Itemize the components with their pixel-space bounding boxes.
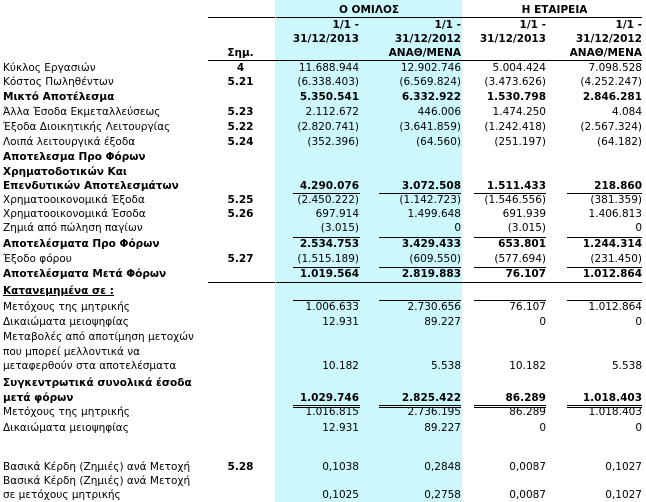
value-group-2012: 3.072.508: [401, 180, 461, 192]
group-2013-period-line2: 31/12/2013: [292, 33, 359, 45]
value-company-2012: 0,1027: [605, 461, 642, 473]
value-group-2013: 697.914: [315, 208, 359, 220]
row-label: Χρηματοδοτικών Και: [3, 166, 127, 178]
group-2012-period-line2: 31/12/2012: [394, 33, 461, 45]
value-company-2012: 1.012.864: [588, 301, 642, 313]
subtotal-rule: [474, 267, 546, 268]
value-group-2012: (64.560): [416, 136, 461, 148]
value-company-2012: (64.182): [597, 136, 642, 148]
row-label: Βασικά Κέρδη (Ζημιές) ανά Μετοχή: [3, 461, 191, 473]
row-label: Κύκλος Εργασιών: [3, 62, 96, 74]
company-2013-period-line1: 1/1 -: [519, 19, 546, 31]
value-company-2013: (1.242.418): [484, 121, 546, 133]
company-2012-period-line3: ΑΝΑΘ/ΜΕΝΑ: [569, 47, 642, 59]
net-result-rule: [208, 282, 275, 283]
subtotal-rule: [293, 193, 360, 194]
value-company-2013: 1.474.250: [492, 106, 546, 118]
value-group-2012: 2.825.422: [401, 392, 461, 404]
value-group-2013: 4.290.076: [299, 180, 359, 192]
subtotal-rule: [293, 237, 360, 238]
value-group-2013: (3.015): [320, 222, 359, 234]
row-label: σε μετόχους μητρικής: [3, 489, 121, 501]
value-group-2013: 1.016.815: [305, 406, 359, 418]
value-group-2013: (352.396): [307, 136, 359, 148]
row-label: Λοιπά λειτουργικά έξοδα: [3, 136, 136, 148]
value-company-2013: 0,0087: [509, 461, 546, 473]
value-group-2013: (2.450.222): [297, 194, 359, 206]
value-company-2013: 1.511.433: [486, 180, 546, 192]
row-label: που μπορεί μελλοντικά να: [3, 346, 140, 358]
subtotal-rule: [379, 405, 461, 406]
value-group-2012: 6.332.922: [401, 91, 461, 103]
row-note: 5.28: [227, 461, 254, 473]
row-label: Δικαιώματα μειοψηφίας: [3, 422, 129, 434]
row-label: Επενδυτικών Αποτελεσμάτων: [3, 180, 179, 192]
group-header: Ο ΟΜΙΛΟΣ: [338, 4, 400, 16]
value-group-2012: 2.730.656: [407, 301, 461, 313]
value-company-2012: 0: [635, 316, 642, 328]
value-company-2012: 0,1027: [605, 489, 642, 501]
row-label: Ζημιά από πώληση παγίων: [3, 222, 143, 234]
row-label: Άλλα Έσοδα Εκμεταλλεύσεως: [3, 106, 161, 118]
subtotal-rule: [379, 300, 461, 301]
row-label: Μικτό Αποτέλεσμα: [3, 91, 115, 103]
row-label: Δικαιώματα μειοψηφίας: [3, 316, 129, 328]
group-2012-period-line1: 1/1 -: [434, 19, 461, 31]
company-header: Η ΕΤΑΙΡΕΙΑ: [521, 4, 588, 16]
value-company-2012: 1.406.813: [588, 208, 642, 220]
value-company-2013: (3.473.626): [484, 76, 546, 88]
value-group-2013: 1.006.633: [305, 301, 359, 313]
value-company-2012: (4.252.247): [580, 76, 642, 88]
row-label: Μεταβολές από αποτίμηση μετοχών: [3, 331, 194, 343]
company-2013-period-line2: 31/12/2013: [479, 33, 546, 45]
row-note: 4: [236, 62, 245, 74]
row-note: 5.24: [227, 136, 254, 148]
company-2012-period-line2: 31/12/2012: [575, 33, 642, 45]
value-group-2013: (2.820.741): [297, 121, 359, 133]
value-group-2013: 1.029.746: [299, 392, 359, 404]
value-group-2012: 0,2758: [424, 489, 461, 501]
row-label: Χρηματοοικονομικά Έσοδα: [3, 208, 146, 220]
value-group-2013: 11.688.944: [298, 62, 359, 74]
value-group-2013: 5.350.541: [299, 91, 359, 103]
value-group-2012: (3.641.859): [399, 121, 461, 133]
value-group-2012: 0: [454, 222, 461, 234]
subtotal-rule: [474, 300, 546, 301]
value-group-2012: 3.429.433: [401, 238, 461, 250]
group-2012-period-line3: ΑΝΑΘ/ΜΕΝΑ: [388, 47, 461, 59]
value-company-2013: (1.546.556): [484, 194, 546, 206]
subtotal-rule: [567, 267, 642, 268]
row-label: Μετόχους της μητρικής: [3, 301, 130, 313]
subtotal-rule: [293, 300, 360, 301]
value-company-2012: 1.018.403: [582, 392, 642, 404]
subtotal-rule: [474, 237, 546, 238]
value-company-2013: 0: [539, 316, 546, 328]
row-label: Αποτελέσματα Προ Φόρων: [3, 238, 160, 250]
value-company-2013: 86.289: [505, 392, 546, 404]
subtotal-rule: [567, 300, 642, 301]
value-group-2012: (609.550): [409, 253, 461, 265]
value-company-2013: (251.197): [494, 136, 546, 148]
net-result-rule: [276, 282, 642, 283]
value-company-2012: 7.098.528: [588, 62, 642, 74]
value-group-2012: (1.142.723): [399, 194, 461, 206]
value-company-2013: 0,0087: [509, 489, 546, 501]
value-company-2013: 0: [539, 422, 546, 434]
subtotal-rule: [474, 193, 546, 194]
value-group-2012: 2.819.883: [401, 268, 461, 280]
value-group-2013: 2.112.672: [305, 106, 359, 118]
value-company-2013: 691.939: [502, 208, 546, 220]
value-group-2012: 0,2848: [424, 461, 461, 473]
value-group-2012: 12.902.746: [400, 62, 461, 74]
row-note: 5.22: [227, 121, 254, 133]
value-group-2013: 2.534.753: [299, 238, 359, 250]
row-label: Χρηματοοικονομικά Έξοδα: [3, 194, 145, 206]
value-group-2012: 446.006: [417, 106, 461, 118]
subtotal-rule: [474, 405, 546, 406]
row-label: Έξοδα Διοικητικής Λειτουργίας: [3, 121, 171, 133]
value-company-2012: (381.359): [590, 194, 642, 206]
value-group-2012: 89.227: [424, 316, 461, 328]
subtotal-rule: [379, 267, 461, 268]
value-company-2012: 1.018.403: [588, 406, 642, 418]
value-group-2013: (6.338.403): [297, 76, 359, 88]
value-company-2013: 653.801: [498, 238, 546, 250]
subtotal-rule: [379, 193, 461, 194]
row-note: 5.23: [227, 106, 254, 118]
row-label: Αποτελέσματα Μετά Φόρων: [3, 268, 167, 280]
value-company-2013: (577.694): [494, 253, 546, 265]
value-group-2012: 89.227: [424, 422, 461, 434]
row-label: Συγκεντρωτικά συνολικά έσοδα: [3, 377, 192, 389]
value-company-2013: 5.004.424: [492, 62, 546, 74]
value-company-2013: (3.015): [507, 222, 546, 234]
row-label: Κόστος Πωληθέντων: [3, 76, 114, 88]
value-group-2012: (6.569.824): [399, 76, 461, 88]
group-2013-period-line1: 1/1 -: [332, 19, 359, 31]
value-company-2012: 4.084: [611, 106, 642, 118]
row-note: 5.21: [227, 76, 254, 88]
value-group-2013: 0,1038: [322, 461, 359, 473]
value-company-2012: 1.244.314: [582, 238, 642, 250]
value-company-2013: 86.289: [509, 406, 546, 418]
value-company-2012: (2.567.324): [580, 121, 642, 133]
value-company-2012: 218.860: [594, 180, 642, 192]
value-company-2013: 76.107: [509, 301, 546, 313]
subtotal-rule: [293, 405, 360, 406]
company-2012-period-line1: 1/1 -: [615, 19, 642, 31]
value-company-2013: 10.182: [509, 360, 546, 372]
value-company-2012: 5.538: [611, 360, 642, 372]
value-company-2013: 76.107: [505, 268, 546, 280]
value-group-2013: 12.931: [322, 422, 359, 434]
value-group-2013: 1.019.564: [299, 268, 359, 280]
note-header: Σημ.: [227, 47, 254, 59]
subtotal-rule: [379, 237, 461, 238]
row-label: Βασικά Κέρδη (Ζημιές) ανά Μετοχή: [3, 475, 191, 487]
row-note: 5.25: [227, 194, 254, 206]
row-label: μεταφερθούν στα αποτελέσματα: [3, 360, 177, 372]
value-group-2013: 12.931: [322, 316, 359, 328]
value-group-2013: 10.182: [322, 360, 359, 372]
row-note: 5.26: [227, 208, 254, 220]
value-group-2012: 5.538: [430, 360, 461, 372]
row-label: Αποτελεσμα Προ Φόρων: [3, 151, 146, 163]
row-label: μετά φόρων: [3, 392, 74, 404]
row-label: Μετόχους της μητρικής: [3, 406, 130, 418]
value-company-2012: 0: [635, 422, 642, 434]
row-note: 5.27: [227, 253, 254, 265]
subtotal-rule: [567, 405, 642, 406]
row-label: Κατανεμημένα σε :: [3, 285, 114, 297]
value-group-2013: 0,1025: [322, 489, 359, 501]
value-group-2012: 1.499.648: [407, 208, 461, 220]
subtotal-rule: [567, 237, 642, 238]
row-label: Έξοδο φόρου: [3, 253, 72, 265]
value-company-2012: 1.012.864: [582, 268, 642, 280]
value-group-2013: (1.515.189): [297, 253, 359, 265]
value-company-2012: (231.450): [590, 253, 642, 265]
value-company-2012: 2.846.281: [582, 91, 642, 103]
value-company-2013: 1.530.798: [486, 91, 546, 103]
subtotal-rule: [567, 193, 642, 194]
subtotal-rule: [293, 267, 360, 268]
value-group-2012: 2.736.195: [407, 406, 461, 418]
value-company-2012: 0: [635, 222, 642, 234]
